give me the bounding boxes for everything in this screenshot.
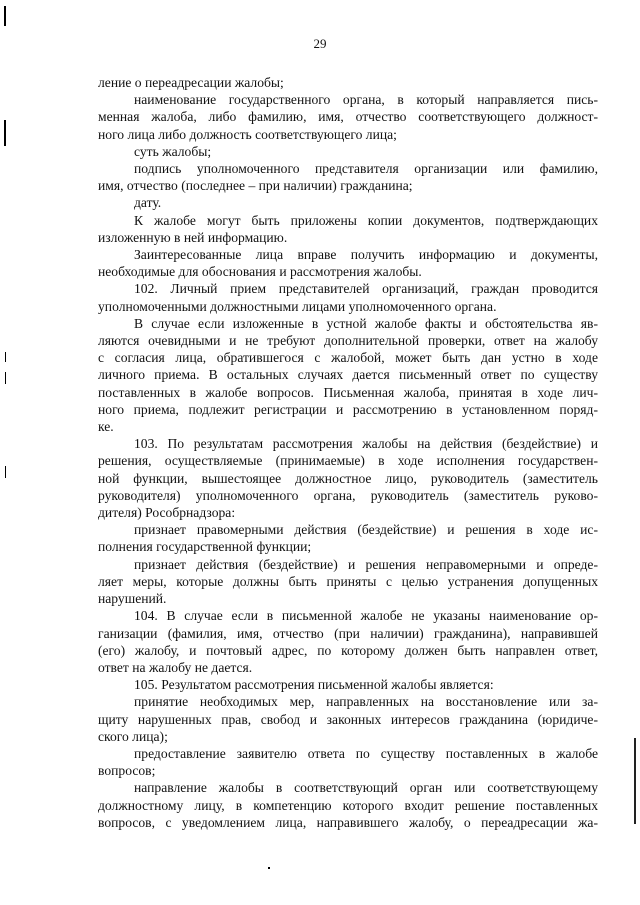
document-body (98, 74, 598, 831)
text-line: поставленных в жалобе вопросов. Письменная жалоба, принятая в ходе лич- (98, 384, 598, 400)
text-line: К жалобе могут быть приложены копии документов, подтверждающих (134, 212, 598, 228)
scan-mark (4, 6, 6, 26)
text-line: В случае если изложенные в устной жалобе факты и обстоятельства яв- (134, 315, 598, 331)
text-line: личного приема. В остальных случаях дается письменный ответ по существу (98, 367, 598, 383)
text-line: имя, отчество (последнее – при наличии) гражданина; (98, 178, 413, 194)
text-line: необходимые для обоснования и рассмотрения жалобы. (98, 264, 422, 280)
text-line: с согласия лица, обратившегося с жалобой, может быть дан устно в ходе (98, 350, 598, 366)
text-line: ляются очевидными и не требуют дополнительной проверки, ответ на жалобу (98, 333, 598, 349)
scan-mark (5, 372, 6, 384)
text-line: наименование государственного органа, в который направляется пись- (134, 92, 598, 108)
text-line: ского лица); (98, 728, 168, 744)
text-line: вопросов, с уведомлением лица, направившего жалобу, о переадресации жа- (98, 814, 598, 830)
text-line: дату. (134, 195, 162, 211)
text-line: изложенную в ней информацию. (98, 229, 288, 245)
scan-mark (5, 466, 6, 478)
text-line: ного лица либо должность соответствующего лица; (98, 126, 397, 142)
scan-mark (5, 352, 6, 362)
text-line: уполномоченными должностными лицами уполномоченного органа. (98, 298, 497, 314)
text-line: признает правомерными действия (бездействие) и решения в ходе ис- (134, 522, 598, 538)
scan-mark (4, 120, 6, 146)
text-line: 103. По результатам рассмотрения жалобы на действия (бездействие) и (134, 436, 598, 452)
text-line: ответ на жалобу не дается. (98, 659, 253, 675)
text-line: Заинтересованные лица вправе получить информацию и документы, (134, 247, 598, 263)
text-line: ного приема, подлежит регистрации и рассмотрению в установленном поряд- (98, 401, 598, 417)
text-line: ление о переадресации жалобы; (98, 75, 284, 90)
text-line: подпись уполномоченного представителя организации или фамилию, (134, 161, 598, 177)
scan-mark (634, 738, 636, 824)
text-line: ганизации (фамилия, имя, отчество (при наличии) гражданина), направившей (98, 625, 598, 641)
text-line: 102. Личный прием представителей организаций, граждан проводится (134, 281, 598, 297)
text-line: ке. (98, 419, 114, 435)
text-line: суть жалобы; (134, 143, 212, 159)
text-line: вопросов; (98, 763, 156, 779)
text-line: менная жалоба, либо фамилию, имя, отчество соответствующего должност- (98, 109, 598, 125)
text-line: ной функции, вышестоящее должностное лицо, руководитель (заместитель (98, 470, 598, 486)
text-line: ляет меры, которые должны быть приняты с целью устранения допущенных (98, 573, 598, 589)
text-line: направление жалобы в соответствующий орган или соответствующему (134, 780, 598, 796)
text-line: должностному лицу, в компетенцию которого входит решение поставленных (98, 797, 598, 813)
text-line: 104. В случае если в письменной жалобе не указаны наименование ор- (134, 608, 598, 624)
text-line: 105. Результатом рассмотрения письменной жалобы является: (134, 677, 494, 693)
text-line: дителя) Рособрнадзора: (98, 505, 236, 521)
page-number: 29 (313, 36, 327, 51)
text-line: щиту нарушенных прав, свобод и законных интересов гражданина (юридиче- (98, 711, 598, 727)
scan-mark (268, 867, 270, 869)
text-line: нарушений. (98, 591, 167, 607)
text-line: решения, осуществляемые (принимаемые) в ходе исполнения государствен- (98, 453, 598, 469)
text-line: (его) жалобу, и почтовый адрес, по которому должен быть направлен ответ, (98, 642, 598, 658)
text-line: принятие необходимых мер, направленных на восстановление или за- (134, 694, 598, 710)
text-line: полнения государственной функции; (98, 539, 312, 555)
text-line: признает действия (бездействие) и решения неправомерными и опреде- (134, 556, 598, 572)
text-line: предоставление заявителю ответа по существу поставленных в жалобе (134, 745, 598, 761)
text-line: руководителя) уполномоченного органа, руководитель (заместитель руково- (98, 487, 598, 503)
